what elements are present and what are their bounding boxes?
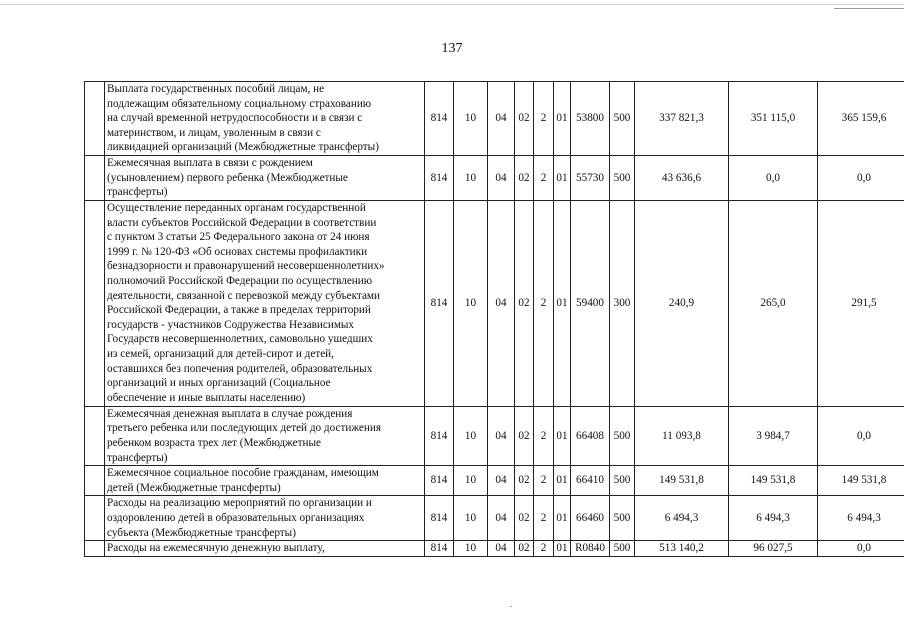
expense-type-code: 500 [610, 541, 635, 557]
row-description: Расходы на ежемесячную денежную выплату, [105, 541, 425, 557]
ministry-code: 814 [425, 155, 454, 200]
direction-code: 66410 [571, 466, 610, 496]
event-code: 01 [554, 155, 571, 200]
direction-code: 55730 [571, 155, 610, 200]
program-code: 02 [515, 406, 534, 465]
subsection-code: 04 [488, 200, 515, 406]
row-description: Ежемесячная выплата в связи с рождением (усыновлением) первого ребенка (Межбюджетные трансферты) [105, 155, 425, 200]
expense-type-code: 500 [610, 466, 635, 496]
section-code: 10 [454, 82, 488, 156]
subsection-code: 04 [488, 155, 515, 200]
section-code: 10 [454, 200, 488, 406]
subprogram-code: 2 [534, 200, 554, 406]
event-code: 01 [554, 496, 571, 541]
amount-year-1: 43 636,6 [635, 155, 729, 200]
amount-year-1: 240,9 [635, 200, 729, 406]
ministry-code: 814 [425, 466, 454, 496]
subprogram-code: 2 [534, 406, 554, 465]
event-code: 01 [554, 541, 571, 557]
row-spacer-cell [85, 541, 105, 557]
subprogram-code: 2 [534, 466, 554, 496]
row-description: Расходы на реализацию мероприятий по организации и оздоровлению детей в образовательных организациях субъекта (Межбюджетные трансферты) [105, 496, 425, 541]
row-description: Ежемесячное социальное пособие гражданам, имеющим детей (Межбюджетные трансферты) [105, 466, 425, 496]
expense-type-code: 500 [610, 82, 635, 156]
subprogram-code: 2 [534, 496, 554, 541]
row-spacer-cell [85, 82, 105, 156]
row-spacer-cell [85, 406, 105, 465]
budget-table [84, 81, 904, 557]
section-code: 10 [454, 541, 488, 557]
amount-year-3: 0,0 [818, 541, 904, 557]
section-code: 10 [454, 155, 488, 200]
scan-top-right-mark [834, 8, 904, 9]
direction-code: R0840 [571, 541, 610, 557]
row-spacer-cell [85, 200, 105, 406]
table-row [85, 82, 904, 156]
subprogram-code: 2 [534, 82, 554, 156]
scan-top-edge [0, 4, 904, 5]
amount-year-2: 149 531,8 [729, 466, 818, 496]
amount-year-3: 0,0 [818, 155, 904, 200]
subprogram-code: 2 [534, 541, 554, 557]
event-code: 01 [554, 406, 571, 465]
budget-table-body [85, 82, 904, 557]
direction-code: 66408 [571, 406, 610, 465]
table-row [85, 541, 904, 557]
expense-type-code: 500 [610, 496, 635, 541]
subsection-code: 04 [488, 406, 515, 465]
row-spacer-cell [85, 496, 105, 541]
ministry-code: 814 [425, 541, 454, 557]
amount-year-1: 149 531,8 [635, 466, 729, 496]
amount-year-1: 11 093,8 [635, 406, 729, 465]
amount-year-3: 291,5 [818, 200, 904, 406]
section-code: 10 [454, 466, 488, 496]
section-code: 10 [454, 406, 488, 465]
amount-year-1: 513 140,2 [635, 541, 729, 557]
ministry-code: 814 [425, 496, 454, 541]
table-row [85, 466, 904, 496]
program-code: 02 [515, 466, 534, 496]
program-code: 02 [515, 496, 534, 541]
amount-year-3: 365 159,6 [818, 82, 904, 156]
program-code: 02 [515, 541, 534, 557]
row-spacer-cell [85, 466, 105, 496]
ministry-code: 814 [425, 406, 454, 465]
event-code: 01 [554, 466, 571, 496]
amount-year-2: 265,0 [729, 200, 818, 406]
table-row [85, 406, 904, 465]
amount-year-2: 96 027,5 [729, 541, 818, 557]
subsection-code: 04 [488, 541, 515, 557]
amount-year-2: 351 115,0 [729, 82, 818, 156]
row-description: Ежемесячная денежная выплата в случае рождения третьего ребенка или последующих детей до достижения ребенком возраста трех лет (Межбюджетные трансферты) [105, 406, 425, 465]
event-code: 01 [554, 200, 571, 406]
expense-type-code: 500 [610, 406, 635, 465]
section-code: 10 [454, 496, 488, 541]
row-description: Осуществление переданных органам государственной власти субъектов Российской Федерации в соответствии с пунктом 3 статьи 25 Федерального закона от 24 июня 1999 г. № 120-ФЗ «Об основах системы профилактики безнадзорности и правонарушений несовершеннолетних» полномочий Российской Федерации по осуществлению деятельности, связанной с перевозкой между субъектами Российской Федерации, а также в пределах территорий государств - участников Содружества Независимых Государств несовершеннолетних, самовольно ушедших из семей, организаций для детей-сирот и детей, оставшихся без попечения родителей, образовательных организаций и иных организаций (Социальное обеспечение и иные выплаты населению) [105, 200, 425, 406]
amount-year-1: 6 494,3 [635, 496, 729, 541]
amount-year-3: 0,0 [818, 406, 904, 465]
table-row [85, 200, 904, 406]
expense-type-code: 500 [610, 155, 635, 200]
scan-speck [510, 606, 512, 607]
direction-code: 53800 [571, 82, 610, 156]
amount-year-1: 337 821,3 [635, 82, 729, 156]
direction-code: 59400 [571, 200, 610, 406]
amount-year-2: 6 494,3 [729, 496, 818, 541]
amount-year-2: 3 984,7 [729, 406, 818, 465]
page-number: 137 [441, 41, 463, 56]
row-spacer-cell [85, 155, 105, 200]
subsection-code: 04 [488, 496, 515, 541]
ministry-code: 814 [425, 82, 454, 156]
amount-year-3: 149 531,8 [818, 466, 904, 496]
amount-year-3: 6 494,3 [818, 496, 904, 541]
program-code: 02 [515, 82, 534, 156]
program-code: 02 [515, 200, 534, 406]
row-description: Выплата государственных пособий лицам, не подлежащим обязательному социальному страхованию на случай временной нетрудоспособности и в связи с материнством, и лицам, уволенным в связи с ликвидацией организаций (Межбюджетные трансферты) [105, 82, 425, 156]
ministry-code: 814 [425, 200, 454, 406]
subsection-code: 04 [488, 466, 515, 496]
expense-type-code: 300 [610, 200, 635, 406]
direction-code: 66460 [571, 496, 610, 541]
program-code: 02 [515, 155, 534, 200]
amount-year-2: 0,0 [729, 155, 818, 200]
event-code: 01 [554, 82, 571, 156]
table-row [85, 155, 904, 200]
table-row [85, 496, 904, 541]
subsection-code: 04 [488, 82, 515, 156]
subprogram-code: 2 [534, 155, 554, 200]
